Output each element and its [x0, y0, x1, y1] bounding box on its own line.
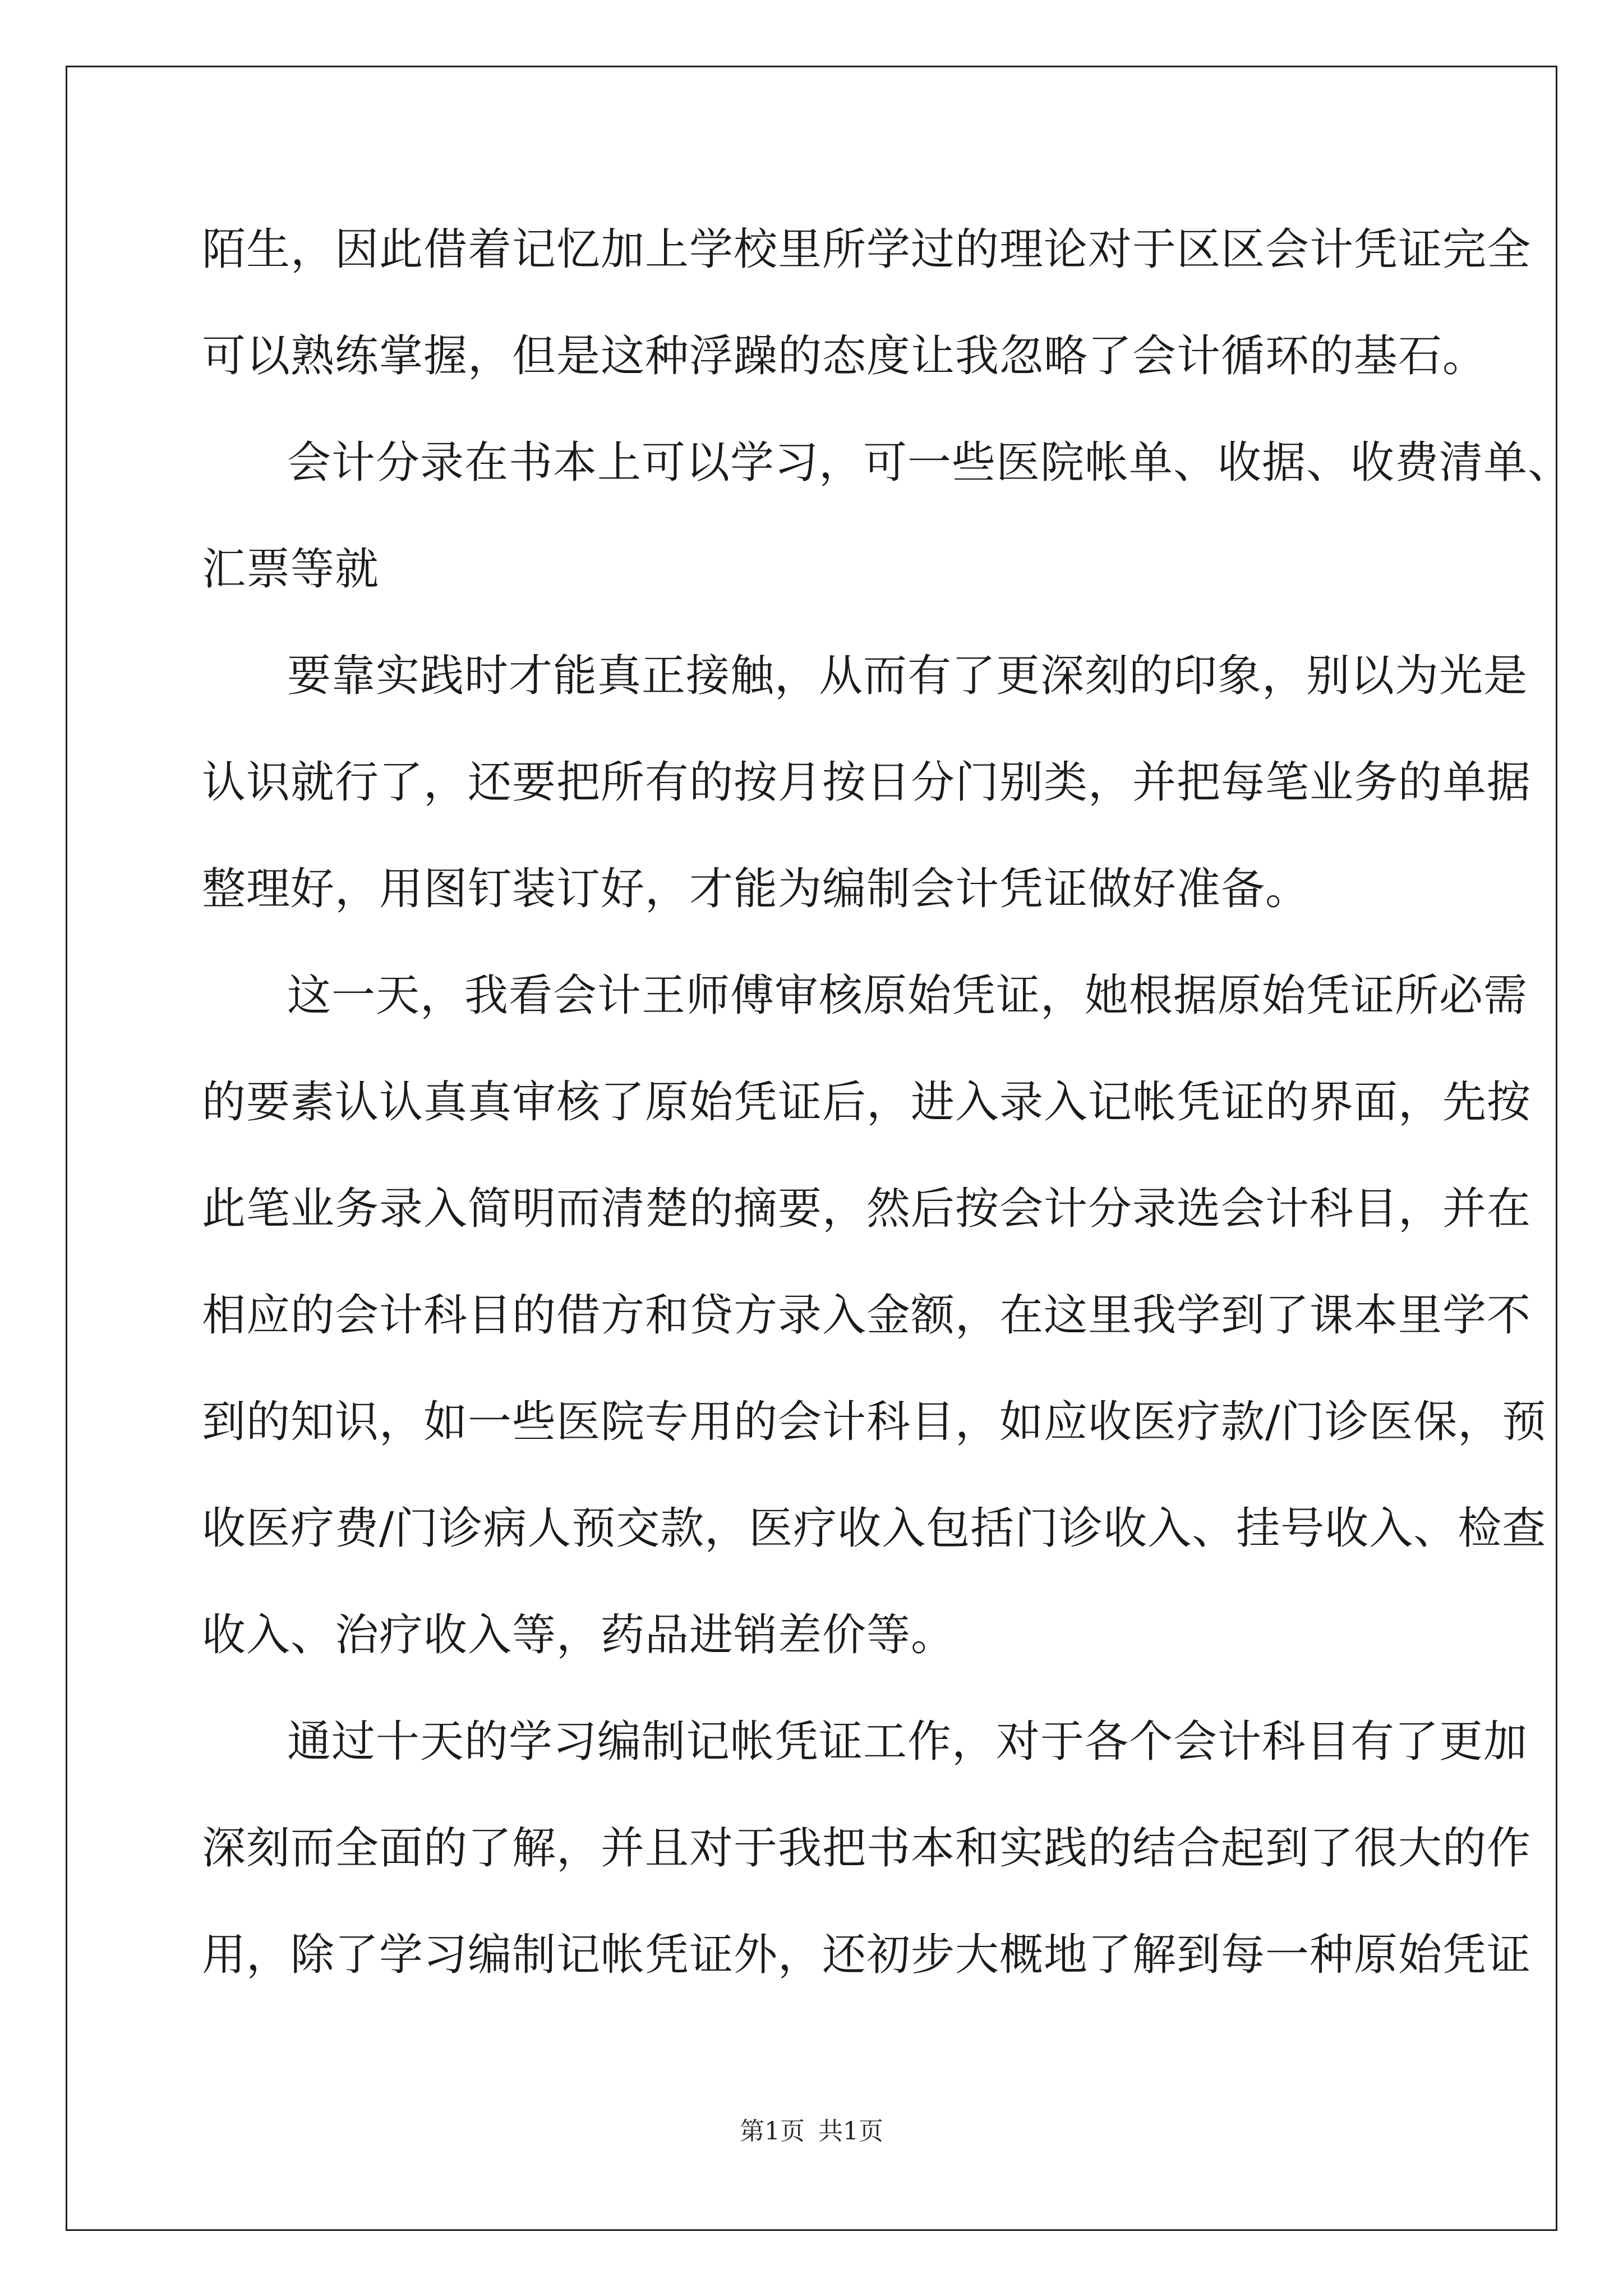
text-line: 认识就行了，还要把所有的按月按日分门别类，并把每笔业务的单据 [202, 757, 1532, 808]
document-body [202, 222, 1573, 2033]
text-line: 可以熟练掌握，但是这种浮躁的态度让我忽略了会计循环的基石。 [202, 331, 1487, 381]
page-number: 第1页 [740, 2117, 805, 2146]
text-line: 深刻而全面的了解，并且对于我把书本和实践的结合起到了很大的作 [202, 1823, 1532, 1874]
text-line: 收医疗费/门诊病人预交款，医疗收入包括门诊收入、挂号收入、检查 [202, 1503, 1547, 1554]
text-line: 的要素认认真真审核了原始凭证后，进入录入记帐凭证的界面，先按 [202, 1077, 1532, 1128]
text-line: 此笔业务录入简明而清楚的摘要，然后按会计分录选会计科目，并在 [202, 1184, 1532, 1234]
text-line: 到的知识，如一些医院专用的会计科目，如应收医疗款/门诊医保，预 [202, 1397, 1547, 1447]
page-footer [0, 2115, 1623, 2148]
text-line: 相应的会计科目的借方和贷方录入金额，在这里我学到了课本里学不 [202, 1290, 1532, 1341]
paragraph-start-line: 会计分录在书本上可以学习，可一些医院帐单、收据、收费清单、 [287, 438, 1573, 488]
paragraph-start-line: 要靠实践时才能真正接触，从而有了更深刻的印象，别以为光是 [287, 651, 1528, 701]
paragraph-start-line: 通过十天的学习编制记帐凭证工作，对于各个会计科目有了更加 [287, 1717, 1528, 1767]
text-line: 收入、治疗收入等，药品进销差价等。 [202, 1610, 956, 1660]
text-line: 用，除了学习编制记帐凭证外，还初步大概地了解到每一种原始凭证 [202, 1930, 1532, 1980]
text-line: 陌生，因此借着记忆加上学校里所学过的理论对于区区会计凭证完全 [202, 224, 1532, 275]
paragraph-start-line: 这一天，我看会计王师傅审核原始凭证，她根据原始凭证所必需 [287, 970, 1528, 1021]
text-line: 汇票等就 [202, 544, 380, 595]
page-count: 共1页 [818, 2117, 883, 2146]
text-line: 整理好，用图钉装订好，才能为编制会计凭证做好准备。 [202, 864, 1310, 914]
